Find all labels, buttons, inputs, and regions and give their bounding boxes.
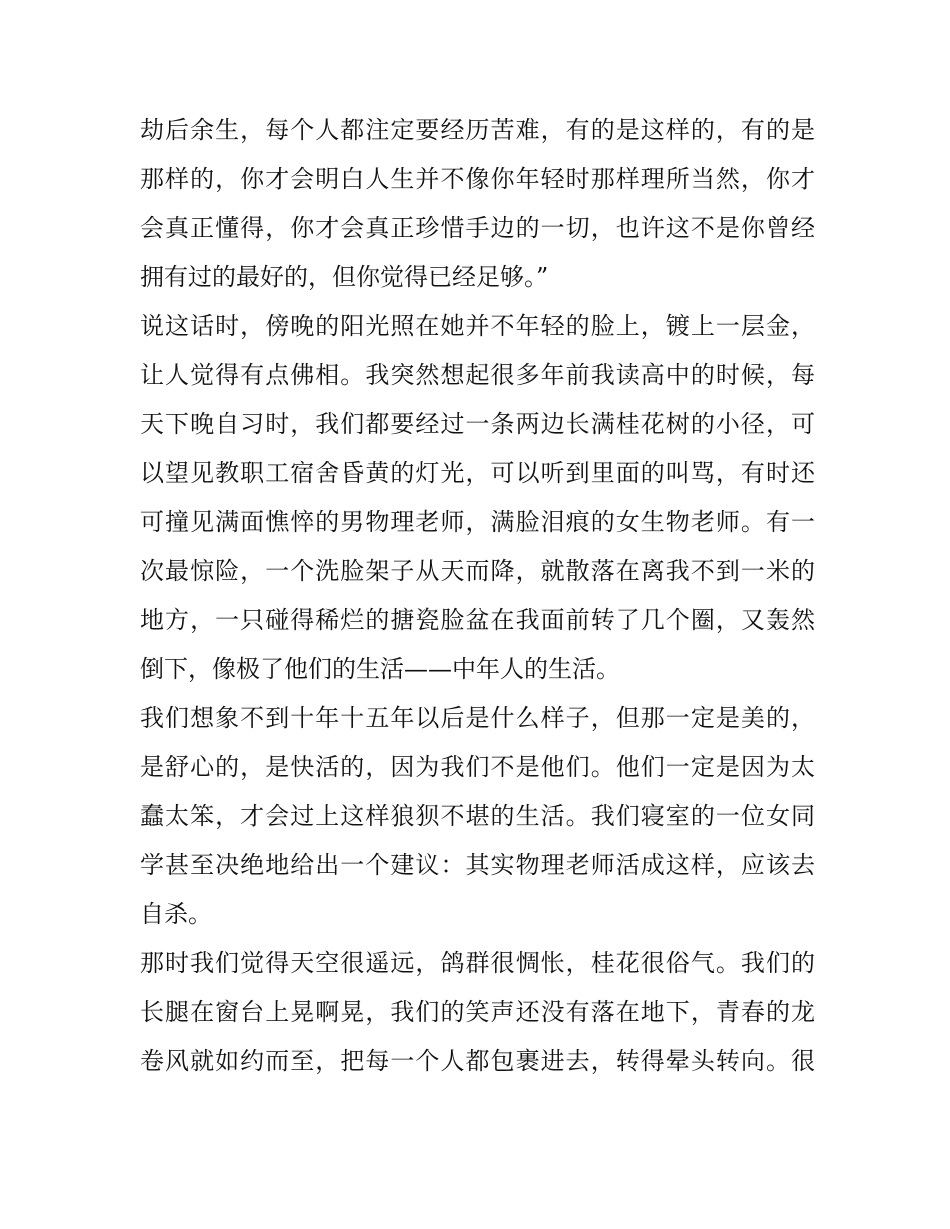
text-line: 那时我们觉得天空很遥远，鸽群很惆怅，桂花很俗气。我们的: [140, 949, 815, 977]
text-line: 蠢太笨，才会过上这样狼狈不堪的生活。我们寝室的一位女同: [140, 802, 815, 830]
text-line: 说这话时，傍晚的阳光照在她并不年轻的脸上，镀上一层金，: [140, 312, 815, 340]
text-line: 以望见教职工宿舍昏黄的灯光，可以听到里面的叫骂，有时还: [140, 459, 815, 487]
text-line: 劫后余生，每个人都注定要经历苦难，有的是这样的，有的是: [140, 116, 815, 144]
text-line: 学甚至决绝地给出一个建议：其实物理老师活成这样，应该去: [140, 851, 815, 879]
text-line: 次最惊险，一个洗脸架子从天而降，就散落在离我不到一米的: [140, 557, 815, 585]
text-line: 可撞见满面憔悴的男物理老师，满脸泪痕的女生物老师。有一: [140, 508, 815, 536]
text-line: 自杀。: [140, 900, 212, 928]
body-text: [140, 106, 815, 1086]
text-line: 我们想象不到十年十五年以后是什么样子，但那一定是美的，: [140, 704, 815, 732]
text-line: 天下晚自习时，我们都要经过一条两边长满桂花树的小径，可: [140, 410, 815, 438]
text-line: 那样的，你才会明白人生并不像你年轻时那样理所当然，你才: [140, 165, 815, 193]
text-line: 拥有过的最好的，但你觉得已经足够。”: [140, 263, 549, 291]
text-line: 卷风就如约而至，把每一个人都包裹进去，转得晕头转向。很: [140, 1047, 815, 1075]
text-line: 倒下，像极了他们的生活——中年人的生活。: [140, 655, 620, 683]
text-line: 让人觉得有点佛相。我突然想起很多年前我读高中的时候，每: [140, 361, 815, 389]
text-line: 是舒心的，是快活的，因为我们不是他们。他们一定是因为太: [140, 753, 815, 781]
text-line: 长腿在窗台上晃啊晃，我们的笑声还没有落在地下，青春的龙: [140, 998, 815, 1026]
text-line: 会真正懂得，你才会真正珍惜手边的一切，也许这不是你曾经: [140, 214, 815, 242]
text-line: 地方，一只碰得稀烂的搪瓷脸盆在我面前转了几个圈，又轰然: [140, 606, 815, 634]
